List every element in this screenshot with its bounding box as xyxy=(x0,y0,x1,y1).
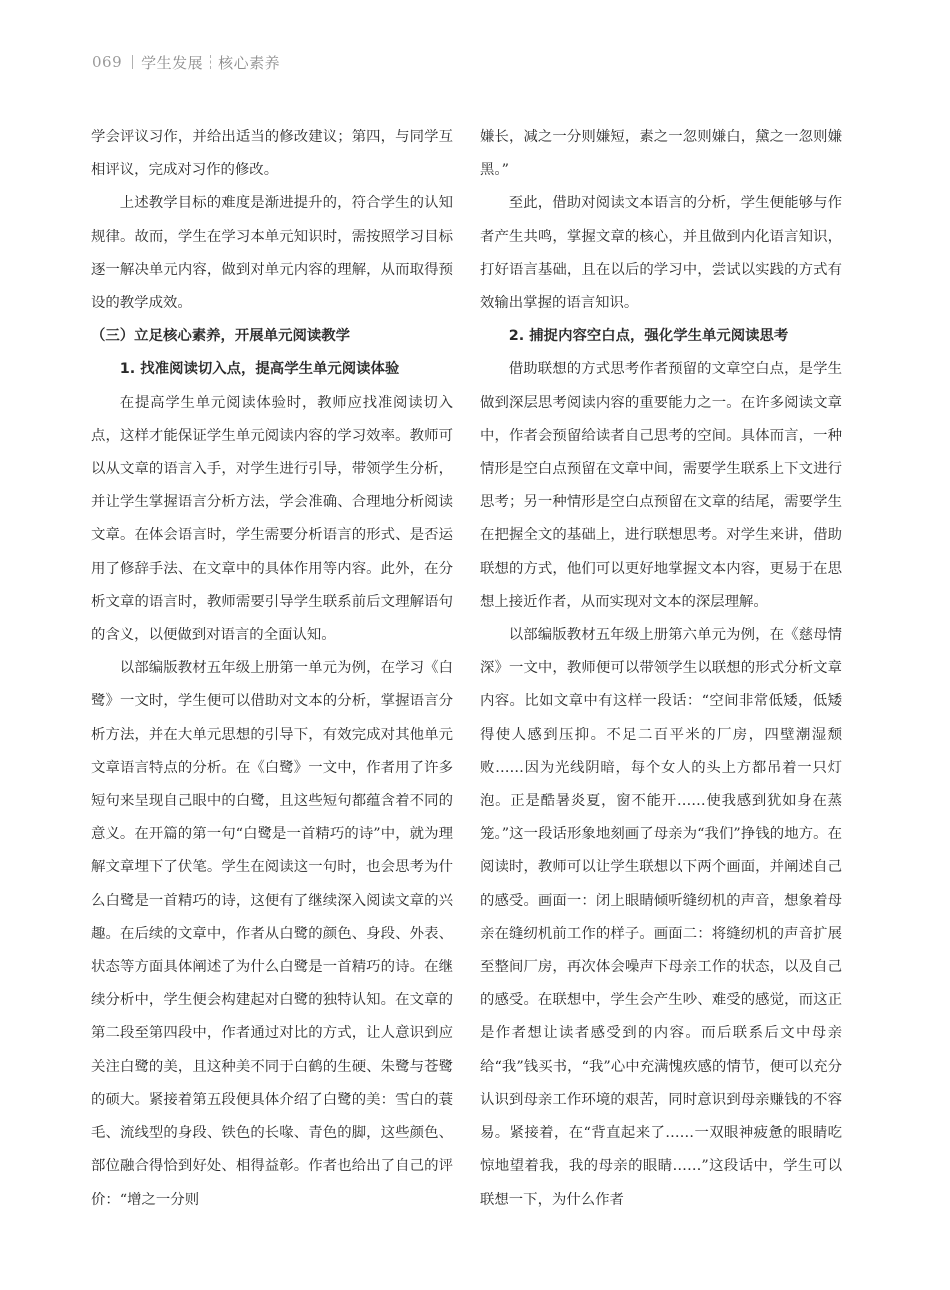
paragraph: 以部编版教材五年级上册第六单元为例，在《慈母情深》一文中，教师便可以带领学生以联想的形式分析文章内容。比如文章中有这样一段话：“空间非常低矮，低矮得使人感到压抑。不足二百平米的厂房，四壁潮湿颓败……因为光线阴暗，每个女人的头上方都吊着一只灯泡。正是酷暑炎夏，窗不能开……使我感到犹如身在蒸笼。”这一段话形象地刻画了母亲为“我们”挣钱的地方。在阅读时，教师可以让学生联想以下两个画面，并阐述自己的感受。画面一：闭上眼睛倾听缝纫机的声音，想象着母亲在缝纫机前工作的样子。画面二：将缝纫机的声音扩展至整间厂房，再次体会噪声下母亲工作的状态，以及自己的感受。在联想中，学生会产生吵、难受的感觉，而这正是作者想让读者感受到的内容。而后联系后文中母亲给“我”钱买书，“我”心中充满愧疚感的情节，便可以充分认识到母亲工作环境的艰苦，同时意识到母亲赚钱的不容易。紧接着，在“背直起来了……一双眼神疲惫的眼睛吃惊地望着我，我的母亲的眼睛……”这段话中，学生可以联想一下，为什么作者 xyxy=(480,627,842,1208)
header-subsection: 核心素养 xyxy=(218,53,281,72)
header-section: 学生发展 xyxy=(141,53,204,72)
paragraph: 借助联想的方式思考作者预留的文章空白点，是学生做到深层思考阅读内容的重要能力之一。在许多阅读文章中，作者会预留给读者自己思考的空间。具体而言，一种情形是空白点预留在文章中间，需要学生联系上下文进行思考；另一种情形是空白点预留在文章的结尾，需要学生在把握全文的基础上，进行联想思考。对学生来讲，借助联想的方式，他们可以更好地掌握文本内容，更易于在思想上接近作者，从而实现对文本的深层理解。 xyxy=(480,361,842,610)
paragraph: 学会评议习作，并给出适当的修改建议；第四，与同学互相评议，完成对习作的修改。 xyxy=(91,129,453,179)
header-dotted-divider xyxy=(210,55,211,69)
header-divider xyxy=(132,55,133,69)
subsection-heading: 1. 找准阅读切入点，提高学生单元阅读体验 xyxy=(119,361,400,378)
left-column xyxy=(91,121,453,1217)
paragraph: 以部编版教材五年级上册第一单元为例，在学习《白鹭》一文时，学生便可以借助对文本的分析，掌握语言分析方法，并在大单元思想的引导下，有效完成对其他单元文章语言特点的分析。在《白鹭》一文中，作者用了许多短句来呈现自己眼中的白鹭，且这些短句都蕴含着不同的意义。在开篇的第一句“白鹭是一首精巧的诗”中，就为理解文章埋下了伏笔。学生在阅读这一句时，也会思考为什么白鹭是一首精巧的诗，这便有了继续深入阅读文章的兴趣。在后续的文章中，作者从白鹭的颜色、身段、外表、状态等方面具体阐述了为什么白鹭是一首精巧的诗。在继续分析中，学生便会构建起对白鹭的独特认知。在文章的第二段至第四段中，作者通过对比的方式，让人意识到应关注白鹭的美，且这种美不同于白鹤的生硬、朱鹭与苍鹭的硕大。紧接着第五段便具体介绍了白鹭的美：雪白的蓑毛、流线型的身段、铁色的长喙、青色的脚，这些颜色、部位融合得恰到好处、相得益彰。作者也给出了自己的评价：“增之一分则 xyxy=(91,660,453,1208)
paragraph: 嫌长，减之一分则嫌短，素之一忽则嫌白，黛之一忽则嫌黑。” xyxy=(480,129,842,179)
subsection-heading: 2. 捕捉内容空白点，强化学生单元阅读思考 xyxy=(508,328,789,345)
paragraph: 上述教学目标的难度是渐进提升的，符合学生的认知规律。故而，学生在学习本单元知识时，需按照学习目标逐一解决单元内容，做到对单元内容的理解，从而取得预设的教学成效。 xyxy=(91,195,453,312)
section-heading: （三）立足核心素养，开展单元阅读教学 xyxy=(91,328,351,345)
running-header xyxy=(92,50,280,74)
page-number: 069 xyxy=(92,53,123,71)
right-column xyxy=(480,121,842,1217)
paragraph: 在提高学生单元阅读体验时，教师应找准阅读切入点，这样才能保证学生单元阅读内容的学习效率。教师可以从文章的语言入手，对学生进行引导，带领学生分析，并让学生掌握语言分析方法，学会准确、合理地分析阅读文章。在体会语言时，学生需要分析语言的形式、是否运用了修辞手法、在文章中的具体作用等内容。此外，在分析文章的语言时，教师需要引导学生联系前后文理解语句的含义，以便做到对语言的全面认知。 xyxy=(91,394,453,644)
paragraph: 至此，借助对阅读文本语言的分析，学生便能够与作者产生共鸣，掌握文章的核心，并且做到内化语言知识，打好语言基础，且在以后的学习中，尝试以实践的方式有效输出掌握的语言知识。 xyxy=(480,195,842,312)
